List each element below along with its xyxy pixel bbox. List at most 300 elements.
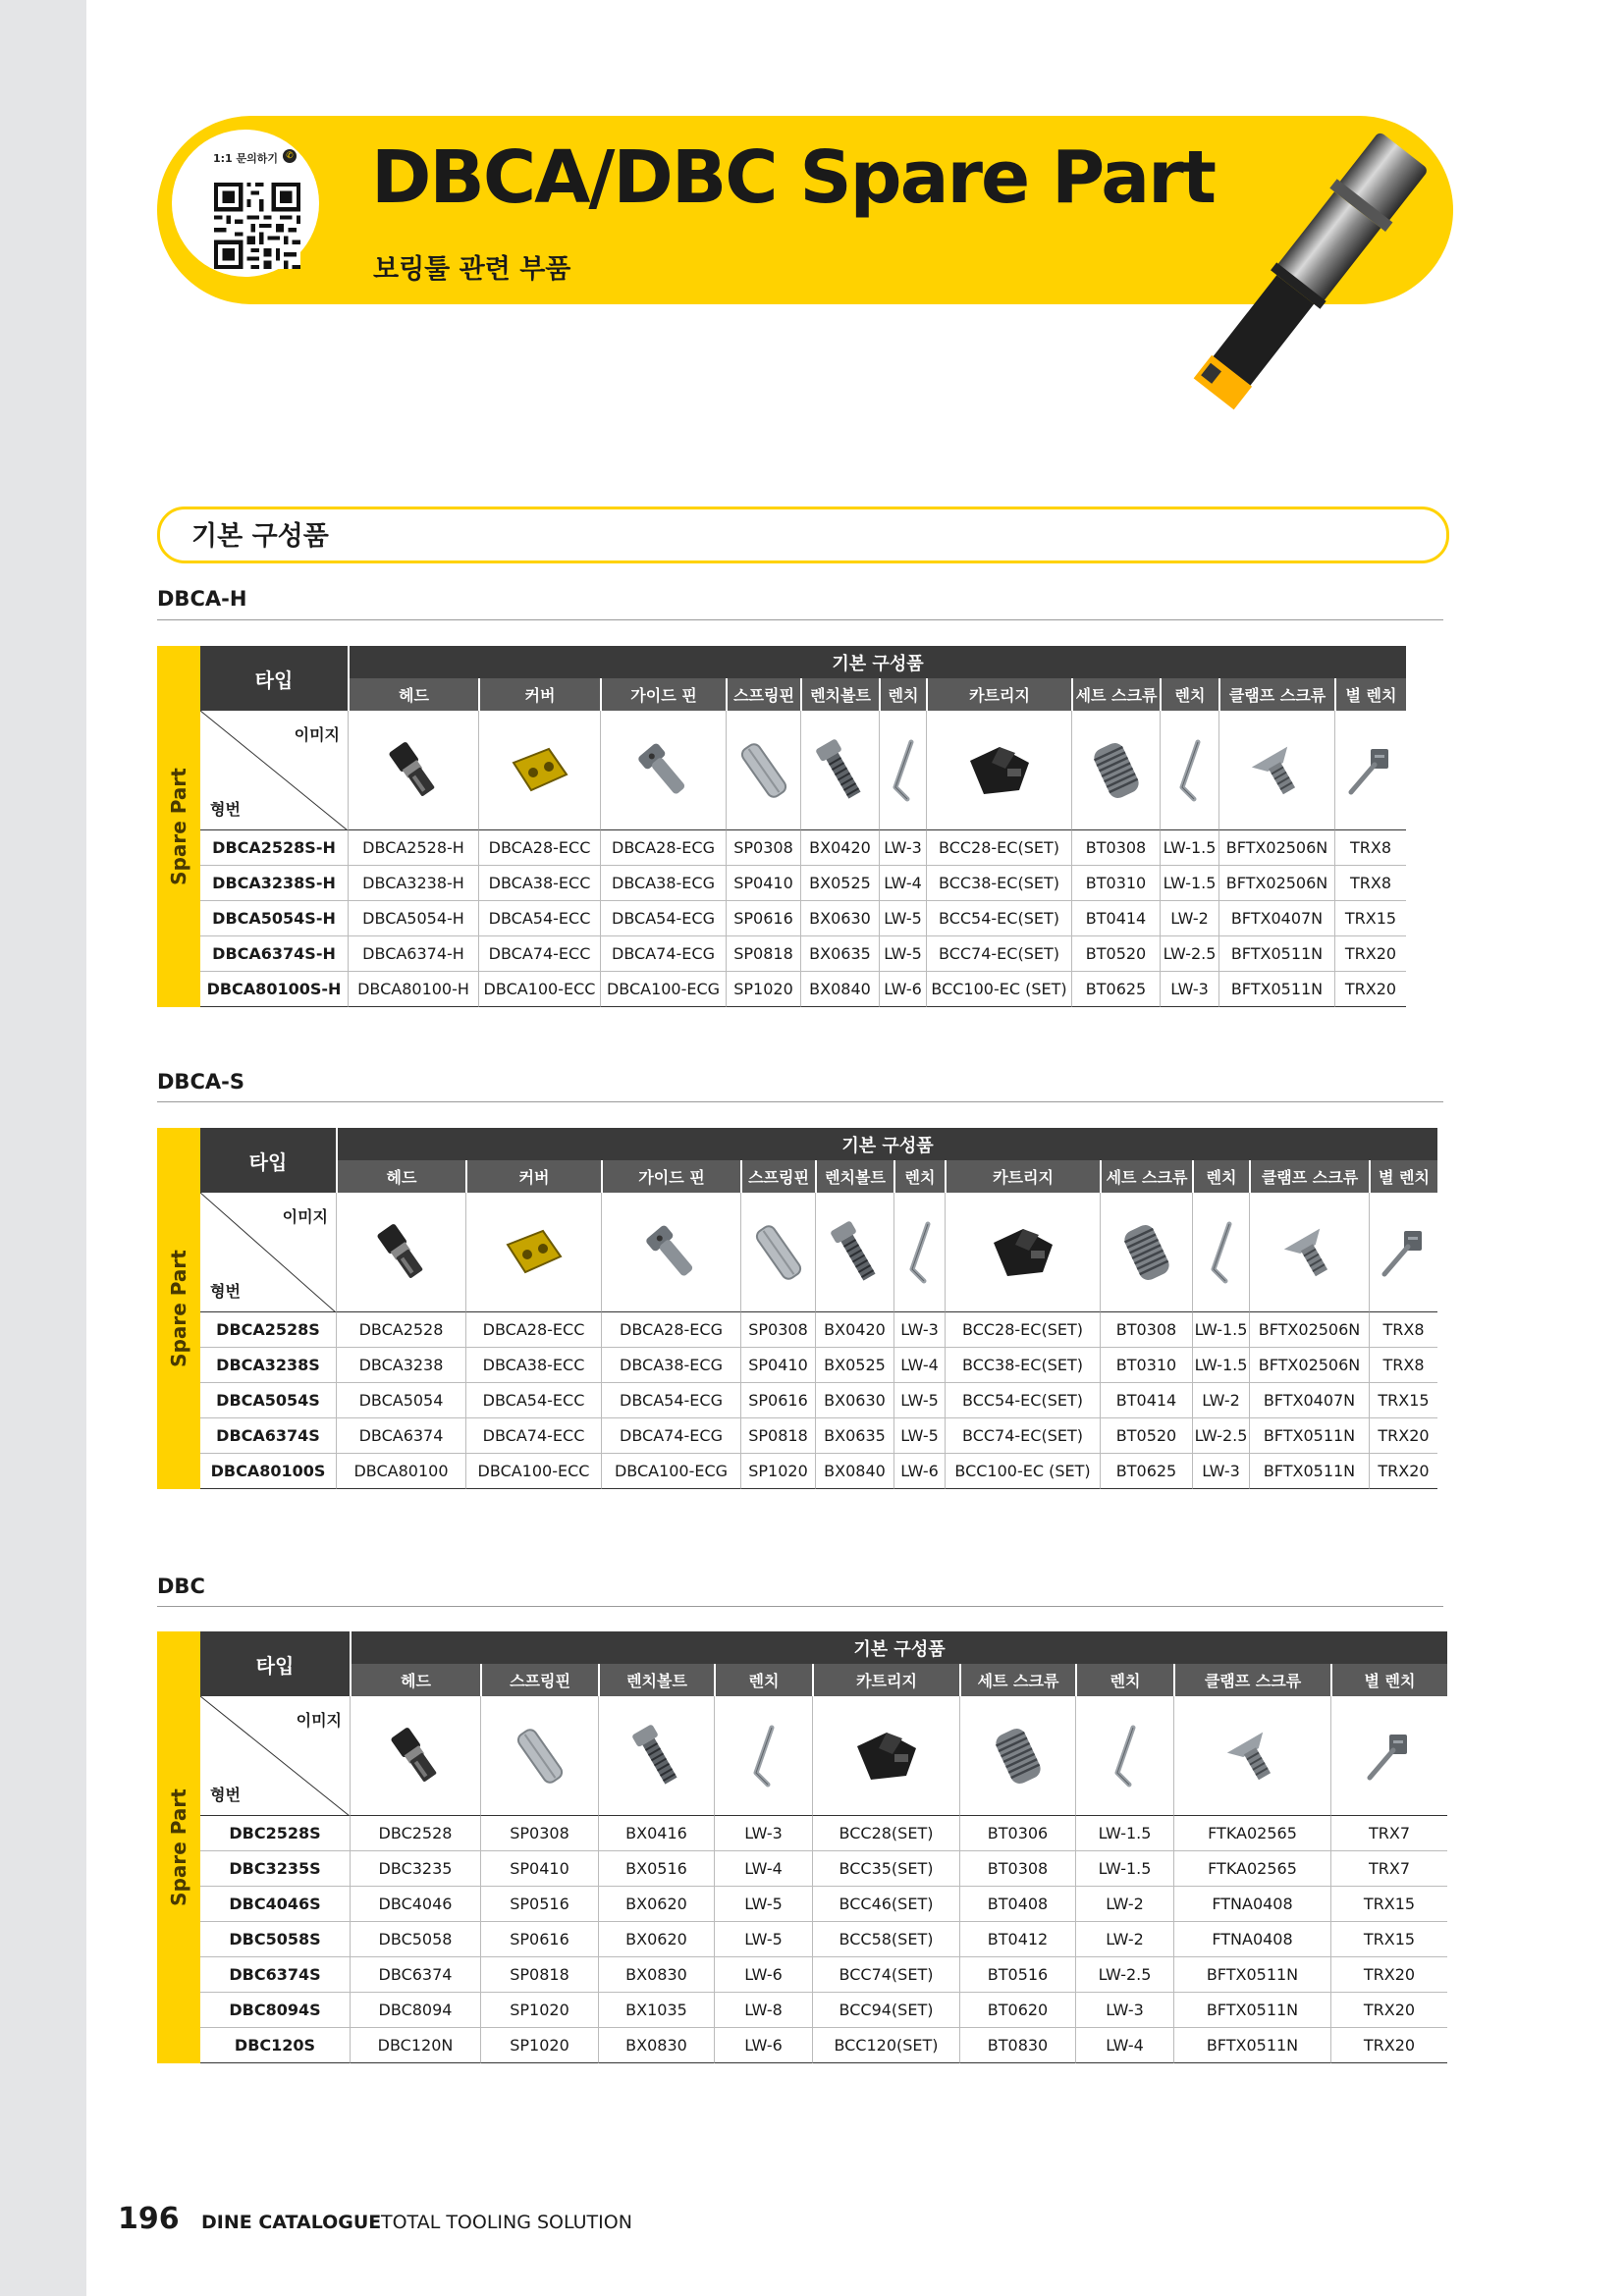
clamp-screw-icon (1275, 1223, 1344, 1282)
part-number-cell: BX0420 (800, 830, 879, 866)
part-number-label: 형번 (210, 1786, 241, 1804)
footer-brand: DINE CATALOGUE (201, 2212, 382, 2233)
model-number-cell: DBCA5054S (200, 1383, 336, 1418)
part-number-cell: BT0414 (1071, 901, 1160, 936)
part-number-cell: LW-3 (1192, 1454, 1249, 1489)
part-image-cell (1173, 1696, 1330, 1816)
qr-code-icon[interactable] (214, 183, 300, 269)
part-number-cell: DBCA28-ECG (600, 830, 726, 866)
column-header: 세트 스크류 (1071, 678, 1160, 711)
qr-caption: 1:1 문의하기 (213, 152, 279, 165)
part-number-cell: LW-5 (714, 1922, 812, 1957)
part-number-cell: BX0420 (815, 1312, 893, 1348)
hex-wrench-icon (900, 1218, 940, 1287)
group-header: 기본 구성품 (350, 1631, 1447, 1664)
part-number-cell: TRX20 (1330, 1993, 1447, 2028)
model-number-cell: DBCA6374S-H (200, 936, 348, 972)
part-image-cell (348, 711, 478, 830)
column-header: 세트 스크류 (959, 1664, 1075, 1696)
cover-icon (500, 1223, 568, 1282)
model-number-cell: DBC8094S (200, 1993, 350, 2028)
table-row (157, 1454, 1443, 1489)
part-number-cell: FTNA0408 (1173, 1887, 1330, 1922)
part-number-cell: SP0818 (740, 1418, 815, 1454)
set-screw-icon (1087, 736, 1146, 805)
part-number-cell: BX0830 (598, 1957, 714, 1993)
column-header: 헤드 (336, 1160, 465, 1193)
model-number-cell: DBC4046S (200, 1887, 350, 1922)
wrench-bolt-icon (816, 736, 865, 805)
part-number-cell: DBCA54-ECC (478, 901, 600, 936)
clamp-screw-icon (1243, 741, 1312, 800)
set-screw-icon (1117, 1218, 1176, 1287)
part-number-cell: DBCA28-ECG (601, 1312, 740, 1348)
part-number-cell: TRX20 (1334, 972, 1406, 1007)
part-image-cell (601, 1193, 740, 1312)
part-number-cell: BX0830 (598, 2028, 714, 2063)
hex-wrench-icon (1202, 1218, 1241, 1287)
part-number-cell: DBCA5054-H (348, 901, 478, 936)
part-number-cell: BCC74(SET) (812, 1957, 959, 1993)
column-header: 카트리지 (926, 678, 1071, 711)
table-row (157, 901, 1443, 936)
part-number-cell: BCC28-EC(SET) (926, 830, 1071, 866)
wrench-bolt-icon (632, 1722, 681, 1790)
spare-part-table (157, 646, 1443, 1007)
section-header (157, 507, 1449, 563)
part-number-cell: BT0516 (959, 1957, 1075, 1993)
boring-tool-photo-icon (1139, 126, 1453, 450)
part-number-cell: BX0416 (598, 1816, 714, 1851)
column-header: 렌치 (1192, 1160, 1249, 1193)
part-number-cell: LW-5 (714, 1887, 812, 1922)
part-number-cell: BFTX0407N (1249, 1383, 1369, 1418)
image-label: 이미지 (296, 1711, 342, 1730)
part-number-cell: SP0308 (726, 830, 800, 866)
part-number-cell: LW-4 (879, 866, 926, 901)
part-number-cell: BCC54-EC(SET) (926, 901, 1071, 936)
part-number-cell: TRX7 (1330, 1816, 1447, 1851)
part-image-cell (800, 711, 879, 830)
model-number-cell: DBCA5054S-H (200, 901, 348, 936)
hex-wrench-icon (744, 1722, 784, 1790)
cartridge-icon (984, 1223, 1062, 1282)
model-number-cell: DBCA2528S (200, 1312, 336, 1348)
part-number-cell: LW-6 (893, 1454, 945, 1489)
part-image-cell (945, 1193, 1100, 1312)
group-header: 기본 구성품 (348, 646, 1406, 678)
spare-part-table (157, 1128, 1443, 1489)
part-number-cell: SP0818 (480, 1957, 598, 1993)
part-image-cell (1075, 1696, 1173, 1816)
part-number-cell: BX0630 (800, 901, 879, 936)
table-row (157, 1957, 1443, 1993)
cartridge-icon (960, 741, 1039, 800)
part-number-cell: BT0306 (959, 1816, 1075, 1851)
table-title: DBCA-H (157, 587, 247, 611)
model-number-cell: DBC6374S (200, 1957, 350, 1993)
hex-wrench-icon (1106, 1722, 1145, 1790)
part-number-cell: SP0616 (726, 901, 800, 936)
column-header: 렌치볼트 (598, 1664, 714, 1696)
part-image-cell (1330, 1696, 1447, 1816)
table-row (157, 1383, 1443, 1418)
part-number-cell: DBC2528 (350, 1816, 480, 1851)
part-image-cell (726, 711, 800, 830)
part-number-cell: BFTX0511N (1173, 1993, 1330, 2028)
model-number-cell: DBCA6374S (200, 1418, 336, 1454)
spring-pin-icon (749, 1218, 808, 1287)
part-image-cell (926, 711, 1071, 830)
part-number-cell: LW-2 (1160, 901, 1218, 936)
part-number-cell: LW-1.5 (1075, 1851, 1173, 1887)
part-number-cell: BCC100-EC (SET) (945, 1454, 1100, 1489)
part-number-cell: BX0620 (598, 1887, 714, 1922)
table-row (157, 1887, 1443, 1922)
part-number-cell: BT0408 (959, 1887, 1075, 1922)
part-number-cell: FTKA02565 (1173, 1816, 1330, 1851)
part-number-cell: TRX15 (1330, 1922, 1447, 1957)
part-number-cell: LW-3 (714, 1816, 812, 1851)
part-number-cell: DBCA74-ECC (478, 936, 600, 972)
part-number-cell: LW-2 (1075, 1922, 1173, 1957)
column-header: 렌치 (1075, 1664, 1173, 1696)
part-number-cell: LW-3 (1075, 1993, 1173, 2028)
part-number-cell: DBC120N (350, 2028, 480, 2063)
title-rule (157, 619, 1443, 620)
part-number-cell: SP1020 (480, 2028, 598, 2063)
part-number-cell: BFTX0511N (1218, 936, 1334, 972)
model-number-cell: DBCA80100S-H (200, 972, 348, 1007)
part-image-cell (1071, 711, 1160, 830)
column-header: 헤드 (350, 1664, 480, 1696)
part-number-cell: BFTX0511N (1173, 2028, 1330, 2063)
part-number-cell: BCC94(SET) (812, 1993, 959, 2028)
cover-icon (506, 741, 574, 800)
table-row (157, 866, 1443, 901)
part-number-cell: DBCA100-ECG (600, 972, 726, 1007)
model-number-cell: DBC5058S (200, 1922, 350, 1957)
part-number-cell: DBCA80100-H (348, 972, 478, 1007)
part-number-cell: TRX20 (1369, 1418, 1437, 1454)
star-wrench-icon (1375, 1223, 1434, 1282)
page-number: 196 (118, 2202, 180, 2236)
table-row (157, 1418, 1443, 1454)
part-number-cell: LW-3 (879, 830, 926, 866)
part-number-cell: BX0516 (598, 1851, 714, 1887)
part-number-cell: DBCA38-ECG (600, 866, 726, 901)
guide-pin-icon (637, 1218, 706, 1287)
part-number-cell: BX1035 (598, 1993, 714, 2028)
part-number-cell: LW-5 (879, 936, 926, 972)
part-number-cell: LW-2 (1192, 1383, 1249, 1418)
part-number-cell: DBCA3238-H (348, 866, 478, 901)
part-number-cell: SP0616 (740, 1383, 815, 1418)
spring-pin-icon (734, 736, 793, 805)
left-margin-band (0, 0, 86, 2296)
column-header: 클램프 스크류 (1218, 678, 1334, 711)
part-image-cell (1160, 711, 1218, 830)
part-number-cell: DBCA6374 (336, 1418, 465, 1454)
type-header: 타입 (200, 1631, 350, 1696)
part-number-cell: DBCA100-ECG (601, 1454, 740, 1489)
part-number-cell: LW-2.5 (1160, 936, 1218, 972)
part-number-cell: BCC28-EC(SET) (945, 1312, 1100, 1348)
table-row (157, 1922, 1443, 1957)
part-number-cell: LW-6 (714, 1957, 812, 1993)
part-image-cell (1249, 1193, 1369, 1312)
part-image-cell (959, 1696, 1075, 1816)
part-number-cell: TRX8 (1334, 830, 1406, 866)
part-number-cell: BFTX02506N (1249, 1348, 1369, 1383)
part-number-cell: BCC54-EC(SET) (945, 1383, 1100, 1418)
part-number-cell: DBCA74-ECG (601, 1418, 740, 1454)
part-number-cell: TRX7 (1330, 1851, 1447, 1887)
wrench-bolt-icon (831, 1218, 880, 1287)
table-title: DBC (157, 1575, 205, 1598)
part-number-cell: BX0840 (800, 972, 879, 1007)
spring-pin-icon (511, 1722, 569, 1790)
part-number-cell: BT0520 (1100, 1418, 1192, 1454)
part-number-cell: LW-3 (1160, 972, 1218, 1007)
part-number-cell: BCC74-EC(SET) (945, 1418, 1100, 1454)
model-number-cell: DBC2528S (200, 1816, 350, 1851)
part-number-cell: DBCA54-ECC (465, 1383, 601, 1418)
part-number-cell: BT0310 (1071, 866, 1160, 901)
column-header: 렌치 (879, 678, 926, 711)
model-number-cell: DBCA3238S (200, 1348, 336, 1383)
part-number-cell: BX0635 (800, 936, 879, 972)
part-number-cell: LW-1.5 (1192, 1348, 1249, 1383)
part-number-cell: TRX20 (1330, 2028, 1447, 2063)
column-header: 가이드 핀 (600, 678, 726, 711)
part-number-cell: BCC46(SET) (812, 1887, 959, 1922)
part-number-cell: BFTX02506N (1249, 1312, 1369, 1348)
inquiry-icon: ✆ (283, 149, 297, 163)
part-number-cell: BCC35(SET) (812, 1851, 959, 1887)
part-image-cell (598, 1696, 714, 1816)
part-number-cell: DBCA100-ECC (478, 972, 600, 1007)
table-row (157, 1312, 1443, 1348)
part-image-cell (465, 1193, 601, 1312)
part-number-cell: SP0308 (480, 1816, 598, 1851)
part-number-cell: SP0308 (740, 1312, 815, 1348)
part-number-cell: BT0308 (1071, 830, 1160, 866)
part-number-cell: BCC38-EC(SET) (926, 866, 1071, 901)
page-title: DBCA/DBC Spare Part (371, 135, 1216, 220)
part-number-cell: DBCA28-ECC (465, 1312, 601, 1348)
star-wrench-icon (1341, 741, 1400, 800)
part-number-cell: SP0410 (480, 1851, 598, 1887)
column-header: 커버 (478, 678, 600, 711)
part-number-cell: FTNA0408 (1173, 1922, 1330, 1957)
part-number-cell: BT0308 (959, 1851, 1075, 1887)
part-number-cell: DBCA2528-H (348, 830, 478, 866)
star-wrench-icon (1360, 1727, 1419, 1786)
part-number-cell: LW-2 (1075, 1887, 1173, 1922)
part-number-cell: BFTX02506N (1218, 866, 1334, 901)
hex-wrench-icon (1170, 736, 1210, 805)
type-header: 타입 (200, 1128, 336, 1193)
part-number-cell: LW-2.5 (1192, 1418, 1249, 1454)
column-header: 별 렌치 (1369, 1160, 1437, 1193)
guide-pin-icon (629, 736, 698, 805)
part-number-cell: DBCA38-ECC (478, 866, 600, 901)
column-header: 클램프 스크류 (1249, 1160, 1369, 1193)
part-number-cell: DBCA2528 (336, 1312, 465, 1348)
column-header: 세트 스크류 (1100, 1160, 1192, 1193)
part-image-cell (815, 1193, 893, 1312)
part-number-cell: BFTX0511N (1249, 1454, 1369, 1489)
table-row (157, 936, 1443, 972)
part-number-cell: DBCA80100 (336, 1454, 465, 1489)
group-header: 기본 구성품 (336, 1128, 1437, 1160)
part-number-cell: BFTX02506N (1218, 830, 1334, 866)
part-number-cell: BFTX0511N (1218, 972, 1334, 1007)
column-header: 별 렌치 (1330, 1664, 1447, 1696)
part-number-cell: LW-1.5 (1192, 1312, 1249, 1348)
part-number-cell: SP0616 (480, 1922, 598, 1957)
part-number-cell: DBCA38-ECC (465, 1348, 601, 1383)
part-number-cell: SP1020 (480, 1993, 598, 2028)
part-number-cell: DBCA74-ECG (600, 936, 726, 972)
part-number-cell: BCC58(SET) (812, 1922, 959, 1957)
page-subtitle: 보링툴 관련 부품 (373, 254, 571, 285)
head-icon (379, 736, 448, 805)
part-number-cell: DBC6374 (350, 1957, 480, 1993)
part-number-cell: TRX20 (1369, 1454, 1437, 1489)
part-image-cell (1369, 1193, 1437, 1312)
part-number-cell: TRX20 (1330, 1957, 1447, 1993)
part-number-cell: DBCA54-ECG (601, 1383, 740, 1418)
part-number-cell: TRX20 (1334, 936, 1406, 972)
image-label: 이미지 (294, 725, 340, 744)
clamp-screw-icon (1218, 1727, 1287, 1786)
spare-part-table (157, 1631, 1443, 2063)
model-number-cell: DBCA80100S (200, 1454, 336, 1489)
part-number-cell: BT0625 (1071, 972, 1160, 1007)
part-number-cell: TRX15 (1330, 1887, 1447, 1922)
column-header: 별 렌치 (1334, 678, 1406, 711)
part-number-cell: BT0412 (959, 1922, 1075, 1957)
part-number-cell: BT0310 (1100, 1348, 1192, 1383)
part-number-cell: LW-5 (893, 1418, 945, 1454)
part-image-cell (1218, 711, 1334, 830)
table-row (157, 972, 1443, 1007)
part-number-cell: SP1020 (726, 972, 800, 1007)
table-row (157, 1851, 1443, 1887)
table-row (157, 1816, 1443, 1851)
column-header: 스프링핀 (480, 1664, 598, 1696)
title-rule (157, 1101, 1443, 1102)
column-header: 클램프 스크류 (1173, 1664, 1330, 1696)
section-title: 기본 구성품 (191, 521, 329, 552)
part-number-cell: BX0630 (815, 1383, 893, 1418)
part-image-cell (336, 1193, 465, 1312)
part-image-cell (600, 711, 726, 830)
column-header: 렌치 (714, 1664, 812, 1696)
part-number-cell: SP0410 (726, 866, 800, 901)
column-header: 렌치 (1160, 678, 1218, 711)
part-number-cell: TRX8 (1334, 866, 1406, 901)
part-number-cell: LW-6 (714, 2028, 812, 2063)
part-number-cell: LW-1.5 (1160, 830, 1218, 866)
part-number-cell: LW-5 (879, 901, 926, 936)
part-image-cell (350, 1696, 480, 1816)
part-number-cell: BX0525 (815, 1348, 893, 1383)
part-number-cell: BFTX0407N (1218, 901, 1334, 936)
part-image-cell (893, 1193, 945, 1312)
part-number-cell: DBCA100-ECC (465, 1454, 601, 1489)
part-number-cell: DBC5058 (350, 1922, 480, 1957)
part-number-cell: TRX8 (1369, 1312, 1437, 1348)
part-number-cell: DBCA28-ECC (478, 830, 600, 866)
image-partno-corner (200, 1696, 350, 1816)
model-number-cell: DBC3235S (200, 1851, 350, 1887)
part-number-cell: DBCA74-ECC (465, 1418, 601, 1454)
part-number-cell: LW-1.5 (1160, 866, 1218, 901)
part-number-cell: BX0840 (815, 1454, 893, 1489)
part-number-cell: BX0620 (598, 1922, 714, 1957)
model-number-cell: DBC120S (200, 2028, 350, 2063)
part-number-cell: LW-8 (714, 1993, 812, 2028)
part-number-cell: DBCA54-ECG (600, 901, 726, 936)
set-screw-icon (989, 1722, 1048, 1790)
side-label-text: Spare Part (167, 1250, 190, 1367)
part-image-cell (480, 1696, 598, 1816)
side-label-text: Spare Part (167, 1789, 190, 1906)
part-number-cell: LW-6 (879, 972, 926, 1007)
part-number-cell: DBCA5054 (336, 1383, 465, 1418)
part-number-cell: BT0830 (959, 2028, 1075, 2063)
table-title: DBCA-S (157, 1070, 244, 1094)
part-number-cell: LW-3 (893, 1312, 945, 1348)
column-header: 커버 (465, 1160, 601, 1193)
column-header: 렌치 (893, 1160, 945, 1193)
part-image-cell (1334, 711, 1406, 830)
part-number-cell: TRX15 (1334, 901, 1406, 936)
type-header: 타입 (200, 646, 348, 711)
part-number-cell: DBC4046 (350, 1887, 480, 1922)
part-number-cell: BT0308 (1100, 1312, 1192, 1348)
model-number-cell: DBCA2528S-H (200, 830, 348, 866)
head-icon (367, 1218, 436, 1287)
part-number-cell: FTKA02565 (1173, 1851, 1330, 1887)
part-number-cell: BT0520 (1071, 936, 1160, 972)
cartridge-icon (847, 1727, 926, 1786)
part-image-cell (478, 711, 600, 830)
part-image-cell (879, 711, 926, 830)
table-row (157, 1348, 1443, 1383)
part-number-cell: BCC74-EC(SET) (926, 936, 1071, 972)
part-number-cell: LW-1.5 (1075, 1816, 1173, 1851)
model-number-cell: DBCA3238S-H (200, 866, 348, 901)
side-label-text: Spare Part (167, 768, 190, 885)
part-number-cell: DBC8094 (350, 1993, 480, 2028)
title-rule (157, 1606, 1443, 1607)
part-number-cell: TRX8 (1369, 1348, 1437, 1383)
image-partno-corner (200, 1193, 336, 1312)
part-number-cell: LW-4 (1075, 2028, 1173, 2063)
part-image-cell (1192, 1193, 1249, 1312)
part-number-cell: BCC120(SET) (812, 2028, 959, 2063)
column-header: 렌치볼트 (800, 678, 879, 711)
part-number-cell: LW-4 (893, 1348, 945, 1383)
part-image-cell (1100, 1193, 1192, 1312)
column-header: 헤드 (348, 678, 478, 711)
image-partno-corner (200, 711, 348, 830)
part-number-cell: SP0818 (726, 936, 800, 972)
